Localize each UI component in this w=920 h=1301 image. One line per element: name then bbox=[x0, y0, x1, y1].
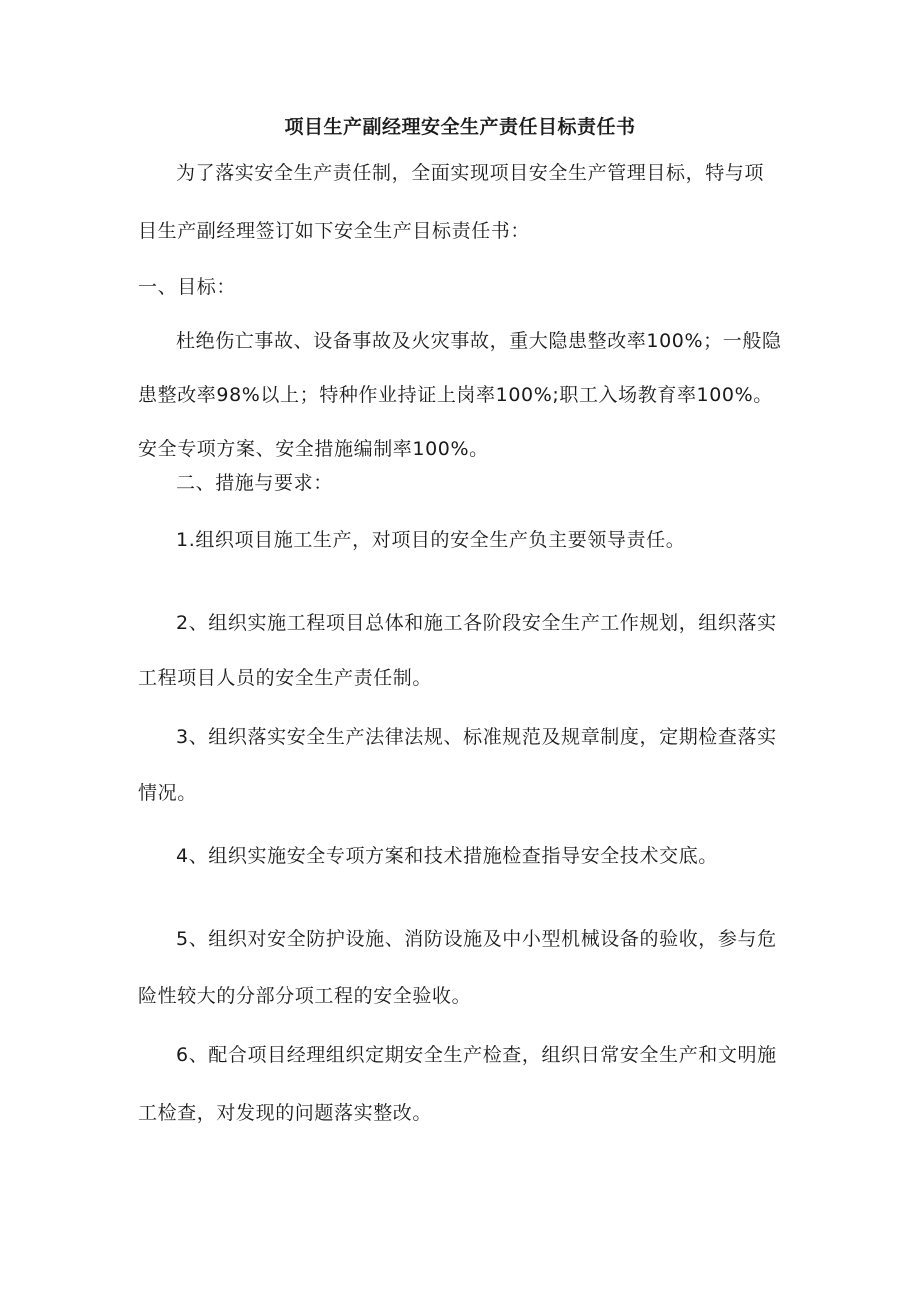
document-title: 项目生产副经理安全生产责任目标责任书 bbox=[284, 116, 636, 138]
goals-line-1: 杜绝伤亡事故、设备事故及火灾事故，重大隐患整改率100%；一般隐 bbox=[176, 330, 782, 352]
measure-5-line-1: 5、组织对安全防护设施、消防设施及中小型机械设备的验收，参与危 bbox=[176, 928, 777, 950]
goals-line-3: 安全专项方案、安全措施编制率100%。 bbox=[138, 438, 489, 460]
measure-2-line-2: 工程项目人员的安全生产责任制。 bbox=[138, 667, 433, 689]
measure-4-line-1: 4、组织实施安全专项方案和技术措施检查指导安全技术交底。 bbox=[176, 845, 718, 867]
intro-line-2: 目生产副经理签订如下安全生产目标责任书： bbox=[138, 220, 531, 242]
measure-6-line-1: 6、配合项目经理组织定期安全生产检查，组织日常安全生产和文明施 bbox=[176, 1044, 777, 1066]
section-heading-measures: 二、措施与要求： bbox=[176, 472, 333, 494]
measure-1-line-1: 1.组织项目施工生产，对项目的安全生产负主要领导责任。 bbox=[176, 529, 686, 551]
measure-3-line-1: 3、组织落实安全生产法律法规、标准规范及规章制度，定期检查落实 bbox=[176, 726, 777, 748]
goals-line-2: 患整改率98%以上；特种作业持证上岗率100%;职工入场教育率100%。 bbox=[138, 384, 773, 406]
measure-6-line-2: 工检查，对发现的问题落实整改。 bbox=[138, 1102, 433, 1124]
section-heading-goals: 一、目标： bbox=[138, 276, 237, 298]
measure-5-line-2: 险性较大的分部分项工程的安全验收。 bbox=[138, 985, 472, 1007]
intro-line-1: 为了落实安全生产责任制，全面实现项目安全生产管理目标，特与项 bbox=[176, 162, 765, 184]
measure-3-line-2: 情况。 bbox=[138, 782, 197, 804]
measure-2-line-1: 2、组织实施工程项目总体和施工各阶段安全生产工作规划，组织落实 bbox=[176, 612, 777, 634]
